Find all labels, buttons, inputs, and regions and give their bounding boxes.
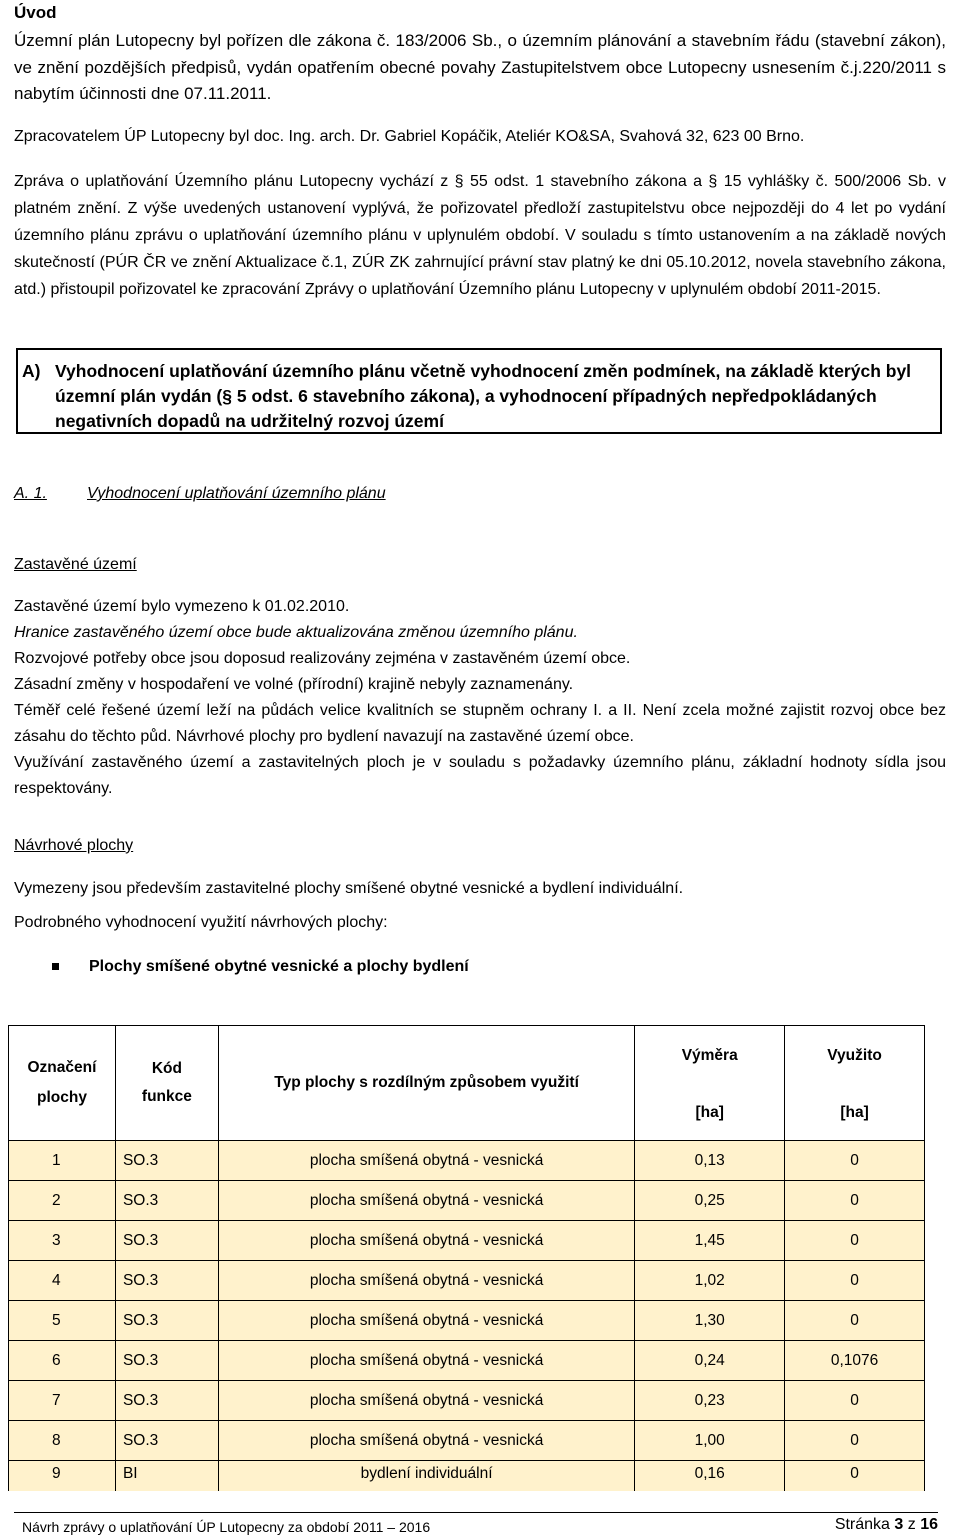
header-oznaceni: Označení plochy [9,1026,116,1141]
cell-kod: SO.3 [115,1141,218,1181]
zastavene-para-6: Využívání zastavěného území a zastavitelných ploch je v souladu s požadavky územního plánu, základní hodnoty sídla jsou respektovány. [14,754,946,797]
cell-vyuzito: 0 [785,1461,925,1492]
cell-typ: bydlení individuální [218,1461,634,1492]
cell-vyuzito: 0 [785,1221,925,1261]
cell-vyuzito: 0 [785,1301,925,1341]
cell-vyuzito: 0 [785,1141,925,1181]
zastavene-para-5: Téměř celé řešené území leží na půdách velice kvalitních se stupněm ochrany I. a II. Není zcela možné zajistit rozvoj obce bez zásahu do těchto půd. Návrhové plochy pro bydlení navazují na zastavěné území obce. [14,702,946,745]
navrhove-line-1: Vymezeny jsou především zastavitelné plochy smíšené obytné vesnické a bydlení individuální. [14,880,684,897]
table-row [9,1261,925,1301]
navrhove-line-2: Podrobného vyhodnocení využití návrhových plochy: [14,914,388,931]
cell-kod: SO.3 [115,1261,218,1301]
plots-table [8,1025,925,1491]
cell-oznaceni: 8 [9,1421,116,1461]
zastavene-line-4: Zásadní změny v hospodaření ve volné (přírodní) krajině nebyly zaznamenány. [14,676,574,693]
table-row [9,1301,925,1341]
zastavene-line-3: Rozvojové potřeby obce jsou doposud realizovány zejména v zastavěném území obce. [14,650,631,667]
section-a1-heading [14,481,386,507]
cell-typ: plocha smíšená obytná - vesnická [218,1421,634,1461]
cell-vymera: 0,25 [635,1181,785,1221]
cell-oznaceni: 3 [9,1221,116,1261]
zastavene-heading: Zastavěné území [14,556,137,573]
cell-oznaceni: 5 [9,1301,116,1341]
cell-vyuzito: 0 [785,1261,925,1301]
table-row [9,1141,925,1181]
table-row [9,1341,925,1381]
cell-typ: plocha smíšená obytná - vesnická [218,1141,634,1181]
footer-title: Návrh zprávy o uplatňování ÚP Lutopecny za období 2011 – 2016 [22,1519,431,1535]
cell-vymera: 1,02 [635,1261,785,1301]
cell-kod: BI [115,1461,218,1492]
section-a-box [16,348,942,434]
square-bullet-icon [52,963,59,970]
table-row [9,1421,925,1461]
cell-vymera: 0,16 [635,1461,785,1492]
table-row [9,1181,925,1221]
cell-kod: SO.3 [115,1301,218,1341]
cell-typ: plocha smíšená obytná - vesnická [218,1261,634,1301]
cell-oznaceni: 4 [9,1261,116,1301]
cell-vymera: 1,00 [635,1421,785,1461]
page-number: Stránka 3 z 16 [834,1516,938,1533]
header-typ: Typ plochy s rozdílným způsobem využití [218,1026,634,1141]
navrhove-bullet-text: Plochy smíšené obytné vesnické a plochy bydlení [89,958,469,975]
section-a1-number: A. 1. [14,485,47,502]
section-a-label: A) [22,361,41,381]
cell-vymera: 0,13 [635,1141,785,1181]
cell-kod: SO.3 [115,1381,218,1421]
cell-kod: SO.3 [115,1421,218,1461]
table-row [9,1381,925,1421]
navrhove-block [14,876,683,936]
header-vyuzito: Využito [785,1026,925,1087]
cell-vymera: 1,45 [635,1221,785,1261]
cell-oznaceni: 7 [9,1381,116,1421]
cell-vyuzito: 0,1076 [785,1341,925,1381]
report-paragraph: Zpráva o uplatňování Územního plánu Lutopecny vychází z § 55 odst. 1 stavebního zákona a § 15 vyhlášky č. 500/2006 Sb. v platném znění. Z výše uvedených ustanovení vyplývá, že pořizovatel předloží zastupitelstvu obce nejpozději do 4 let po vydání územního plánu zprávu o uplatňování územního plánu v uplynulém období. V souladu s tímto ustanovením a na základě nových skutečností (PÚR ČR ve znění Aktualizace č.1, ZÚR ZK zahrnující právní stav platný ke dni 05.10.2012, novela stavebního zákona, atd.) přistoupil pořizovatel ke zpracování Zprávy o uplatňování Územního plánu Lutopecny v uplynulém období 2011-2015. [14,173,946,298]
cell-vyuzito: 0 [785,1181,925,1221]
cell-typ: plocha smíšená obytná - vesnická [218,1341,634,1381]
cell-kod: SO.3 [115,1181,218,1221]
header-vymera: Výměra [635,1026,785,1087]
zastavene-line-2: Hranice zastavěného území obce bude aktualizována změnou územního plánu. [14,624,578,641]
cell-typ: plocha smíšená obytná - vesnická [218,1181,634,1221]
cell-oznaceni: 2 [9,1181,116,1221]
cell-oznaceni: 1 [9,1141,116,1181]
navrhove-heading: Návrhové plochy [14,837,134,854]
intro-paragraph: Územní plán Lutopecny byl pořízen dle zákona č. 183/2006 Sb., o územním plánování a stavebním řádu (stavební zákon), ve znění pozdějších předpisů, vydán opatřením obecné povahy Zastupitelstvem obce Lutopecny usnesením č.j.220/2011 s nabytím účinnosti dne 07.11.2011. [14,31,946,103]
table-row [9,1221,925,1261]
section-a-title: Vyhodnocení uplatňování územního plánu včetně vyhodnocení změn podmínek, na základě kterých byl územní plán vydán (§ 5 odst. 6 stavebního zákona), a vyhodnocení případných nepředpokládaných negativních dopadů na udržitelný rozvoj území [55,361,912,431]
cell-vymera: 0,23 [635,1381,785,1421]
cell-vyuzito: 0 [785,1421,925,1461]
cell-kod: SO.3 [115,1341,218,1381]
cell-typ: plocha smíšená obytná - vesnická [218,1221,634,1261]
intro-heading: Úvod [14,3,57,22]
table-row [9,1461,925,1492]
section-a1-title: Vyhodnocení uplatňování územního plánu [87,485,386,502]
author-paragraph: Zpracovatelem ÚP Lutopecny byl doc. Ing. arch. Dr. Gabriel Kopáčik, Ateliér KO&SA, Svahová 32, 623 00 Brno. [14,128,805,145]
cell-typ: plocha smíšená obytná - vesnická [218,1381,634,1421]
footer-rule [14,1512,938,1513]
header-vymera-unit: [ha] [635,1086,785,1141]
cell-vymera: 0,24 [635,1341,785,1381]
cell-vyuzito: 0 [785,1381,925,1421]
zastavene-line-1: Zastavěné území bylo vymezeno k 01.02.2010. [14,598,350,615]
zastavene-block [14,594,946,802]
cell-oznaceni: 6 [9,1341,116,1381]
header-kod: Kód funkce [115,1026,218,1141]
cell-kod: SO.3 [115,1221,218,1261]
cell-vymera: 1,30 [635,1301,785,1341]
header-vyuzito-unit: [ha] [785,1086,925,1141]
cell-oznaceni: 9 [9,1461,116,1492]
cell-typ: plocha smíšená obytná - vesnická [218,1301,634,1341]
